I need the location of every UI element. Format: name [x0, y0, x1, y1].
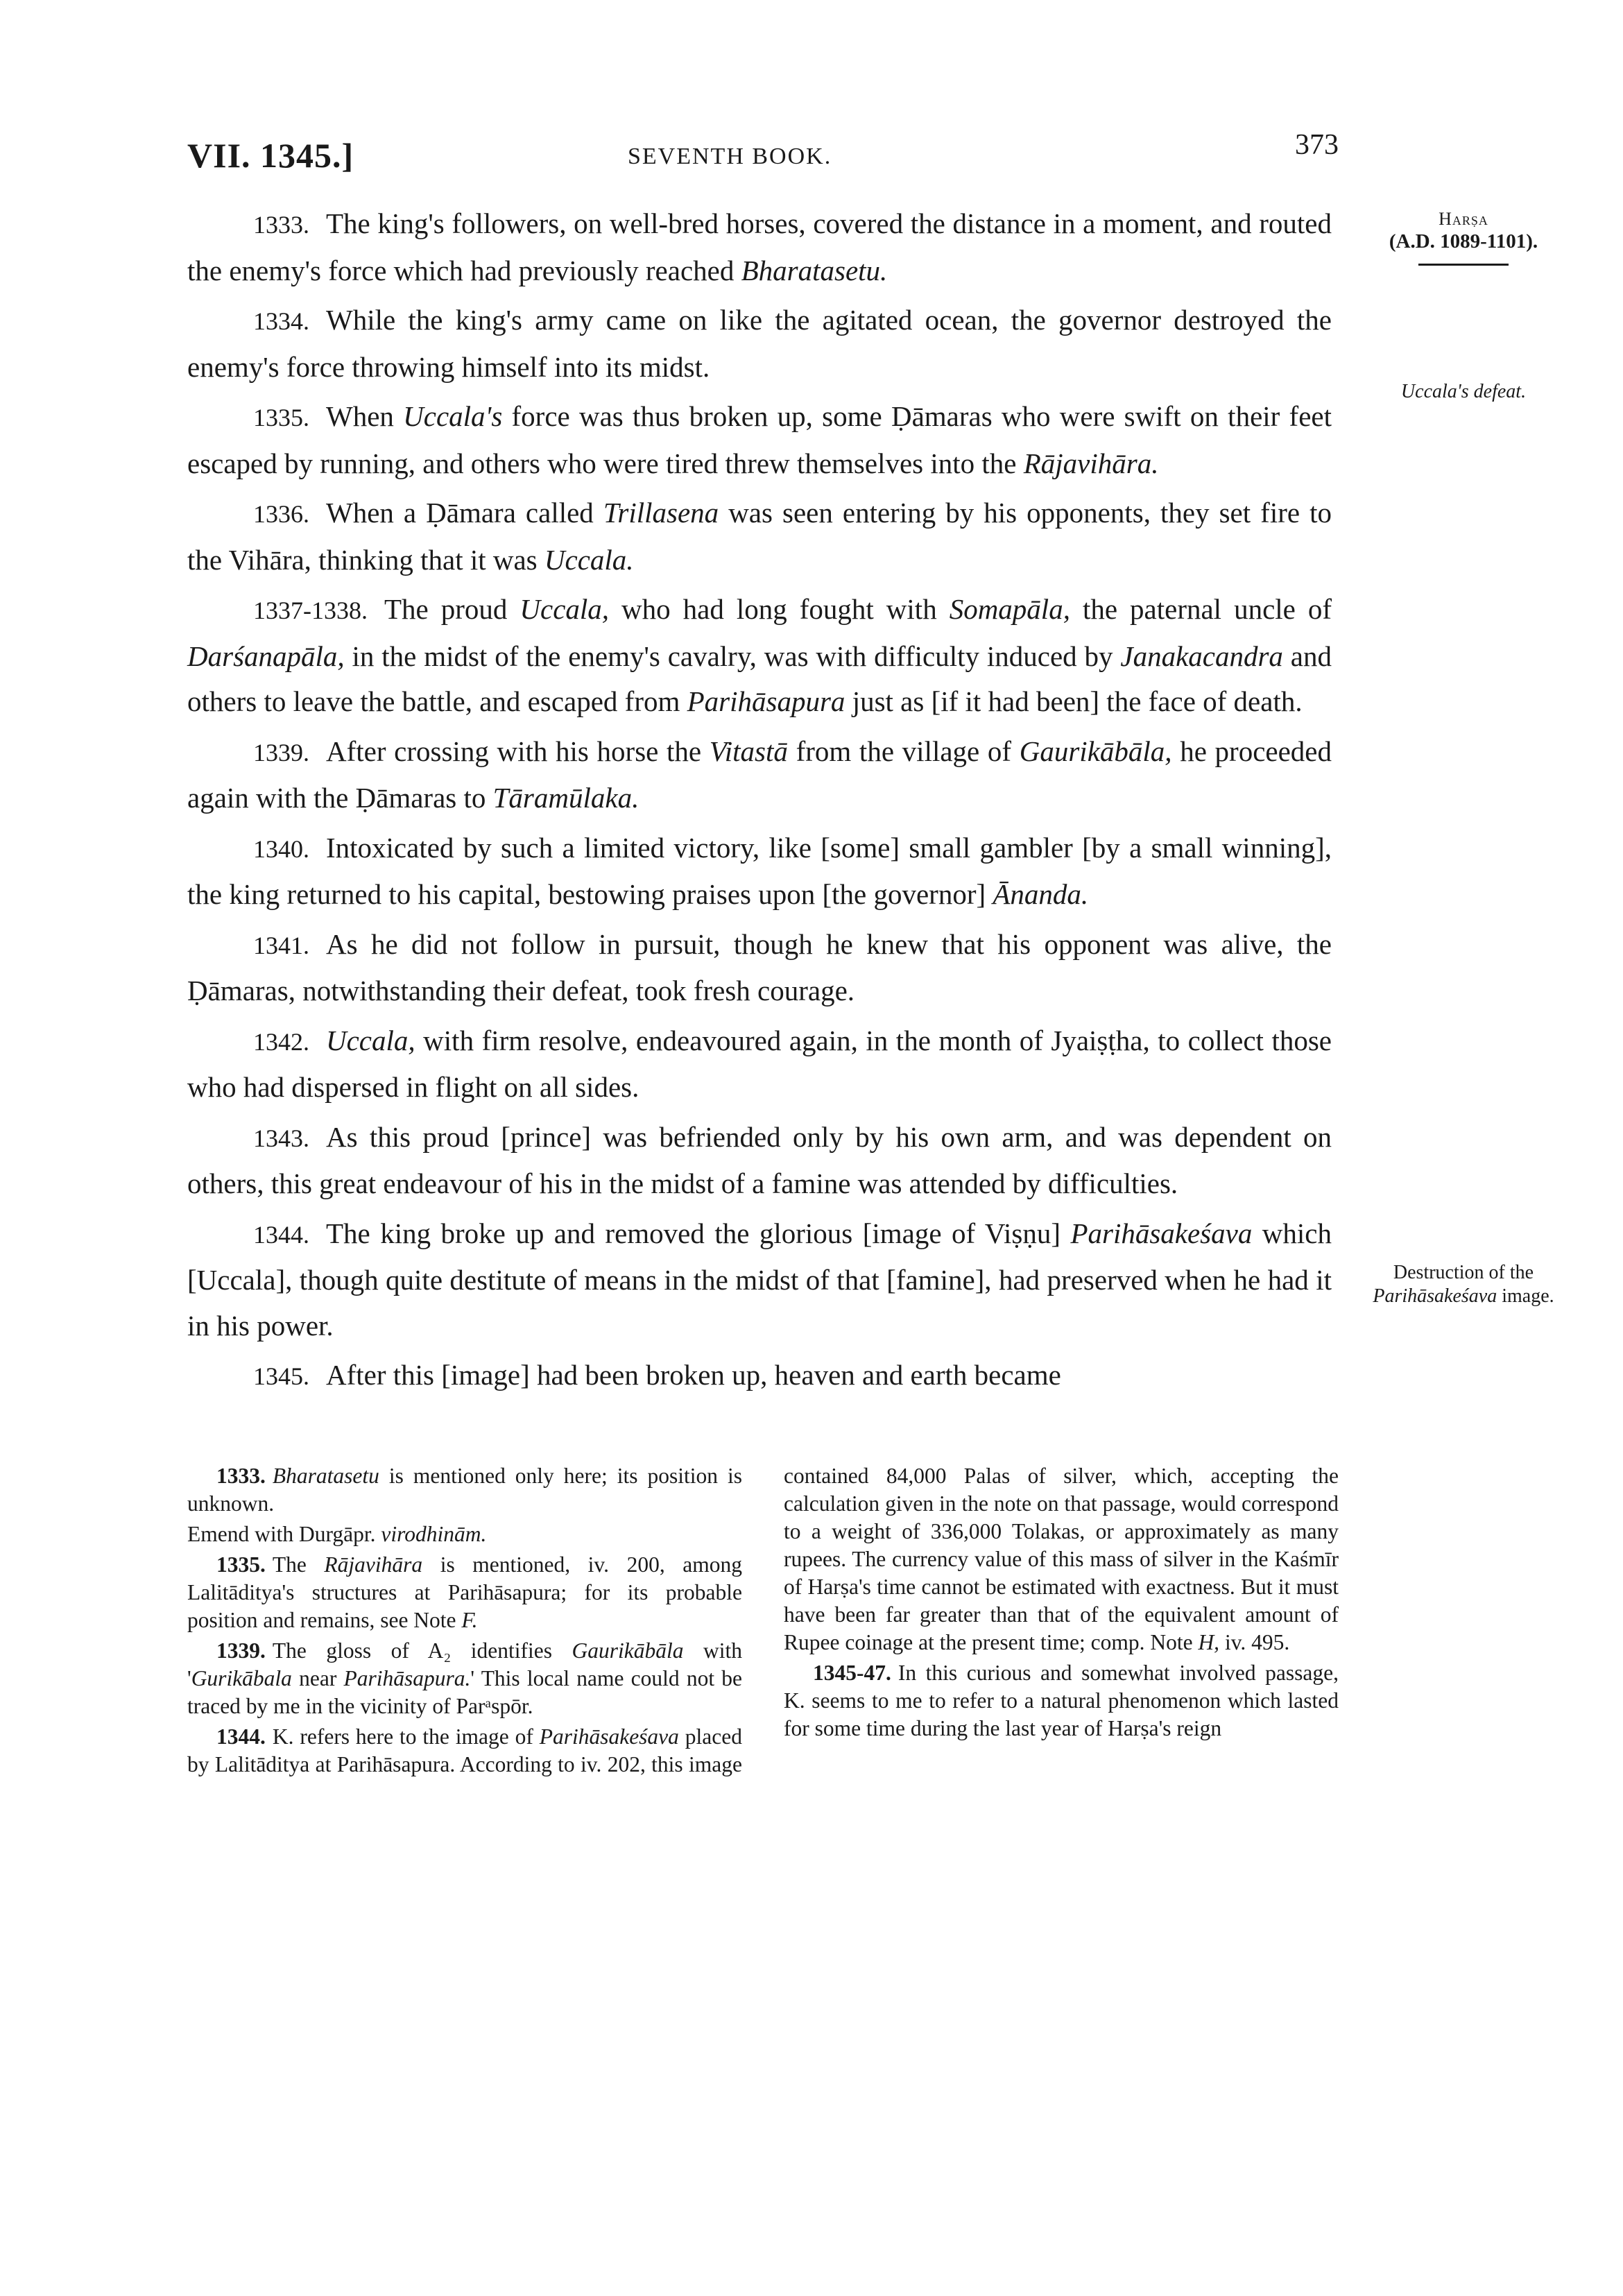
italic-term: Bharatasetu. — [741, 254, 888, 286]
verse-number: 1340. — [253, 834, 309, 863]
reign-king: Harṣa — [1439, 209, 1488, 229]
italic-term: Trillasena — [603, 497, 719, 529]
italic-term: Bharatasetu — [272, 1464, 379, 1488]
footnote — [187, 1520, 742, 1548]
text-segment: force was thus broken up, some Ḍāmaras who were swift on their feet escaped by running, and others who were tired threw themselves into the — [187, 400, 1332, 479]
verse-number: 1343. — [253, 1124, 309, 1152]
verse — [187, 394, 1332, 486]
italic-term: Uccala's — [403, 400, 503, 432]
text-segment: and others to leave the battle, and escaped from — [187, 640, 1332, 717]
footnotes — [187, 1462, 1339, 1779]
verse — [187, 490, 1332, 583]
footnote-number: 1344. — [216, 1724, 266, 1749]
text-segment: ' This local name could not be traced by me in the vicinity of Parᵃspōr. — [187, 1666, 742, 1718]
italic-term: Parihāsapura. — [343, 1666, 471, 1690]
italic-term: virodhinām. — [381, 1522, 487, 1546]
footnote-number: 1333. — [216, 1464, 266, 1488]
italic-term: Janakacandra — [1120, 640, 1283, 672]
text-segment: As he did not follow in pursuit, though he knew that his opponent was alive, the Ḍāmaras, notwithstanding their defeat, took fresh courage. — [187, 927, 1332, 1006]
text-segment: placed by Lalitāditya at Parihāsapura. According to iv. 202, this image contained 84,000 Palas of silver, which, accepting the calculation given in the note on that passage, would correspond to a weight of 336,000 Tolakas, or approximately as many rupees. The currency value of this mass of silver in the Kaśmīr of Harṣa's time cannot be estimated with exactness. But it must have been far greater than that of the equivalent amount of Rupee coinage at the present time; comp. Note — [187, 1464, 1339, 1776]
text-segment: is mentioned only here; its position is unknown. — [187, 1464, 742, 1516]
running-header — [187, 128, 1339, 191]
verse — [187, 587, 1332, 725]
destruction-line-2-end: image. — [1502, 1285, 1554, 1307]
destruction-image-name: Parihāsakeśava — [1373, 1285, 1497, 1307]
text-segment: After crossing with his horse the — [326, 735, 710, 767]
verse — [187, 1211, 1332, 1349]
footnote-number: 1339. — [216, 1638, 266, 1663]
text-segment: with firm resolve, endeavoured again, in the month of Jyaiṣṭha, to collect those who had dispersed in flight on all sides. — [187, 1024, 1332, 1103]
verse — [187, 729, 1332, 821]
verse-number: 1334. — [253, 307, 309, 335]
verse — [187, 298, 1332, 390]
footnote — [187, 1551, 742, 1634]
footnote — [187, 1462, 742, 1518]
text-segment: When a Ḍāmara called — [326, 497, 603, 529]
italic-term: Gaurikābāla — [572, 1638, 684, 1663]
verse-number: 1336. — [253, 500, 309, 528]
text-segment: K. refers here to the image of — [272, 1724, 540, 1749]
text-segment: was seen entering by his opponents, they set fire to the Vihāra, thinking that it was — [187, 497, 1332, 576]
verse — [187, 201, 1332, 293]
text-segment: After this [image] had been broken up, heaven and earth became — [326, 1359, 1061, 1391]
text-segment: in the midst of the enemy's cavalry, was with difficulty induced by — [344, 640, 1121, 672]
text-segment: The king broke up and removed the glorious [image of Viṣṇu] — [326, 1217, 1071, 1249]
verse — [187, 825, 1332, 918]
italic-term: F. — [461, 1608, 478, 1632]
verse-number: 1337-1338. — [253, 597, 368, 624]
footnote-number: 1345-47. — [813, 1661, 891, 1685]
text-segment: the paternal uncle of — [1070, 593, 1332, 625]
margin-note-defeat: Uccala's defeat. — [1400, 381, 1527, 402]
margin-note-destruction — [1346, 1261, 1581, 1308]
verse-number: 1333. — [253, 211, 309, 239]
text-segment: just as [if it had been] the face of death. — [845, 685, 1303, 717]
italic-term: Darśanapāla, — [187, 640, 345, 672]
verse — [187, 1115, 1332, 1207]
text-segment: Intoxicated by such a limited victory, like [some] small gambler [by a small winning], the king returned to his capital, bestowing praises upon [the governor] — [187, 831, 1332, 910]
footnote — [187, 1637, 742, 1720]
italic-term: Parihāsakeśava — [539, 1724, 679, 1749]
italic-term: Tāramūlaka. — [492, 782, 639, 814]
italic-term: Uccala. — [544, 543, 634, 576]
verse-number: 1335. — [253, 404, 309, 431]
verse-number: 1345. — [253, 1362, 309, 1390]
text-segment: iv. 495. — [1219, 1630, 1290, 1654]
verse-number: 1344. — [253, 1220, 309, 1249]
text-segment: Emend with Durgāpr. — [187, 1522, 381, 1546]
text-segment: When — [326, 400, 404, 432]
main-text — [187, 201, 1332, 1404]
text-segment: near — [291, 1666, 344, 1690]
text-segment: with ' — [187, 1638, 742, 1690]
italic-term: Rājavihāra — [324, 1552, 423, 1577]
verse — [187, 922, 1332, 1014]
verse — [187, 1353, 1332, 1400]
text-segment: While the king's army came on like the agitated ocean, the governor destroyed the enemy's force throwing himself into its midst. — [187, 304, 1332, 383]
verse-number: 1342. — [253, 1027, 309, 1056]
italic-term: Parihāsapura — [687, 685, 845, 717]
italic-term: Rājavihāra. — [1023, 447, 1159, 479]
footnote-number: 1335. — [216, 1552, 266, 1577]
section-reference: VII. 1345.] — [187, 136, 354, 175]
italic-term: Gurikābala — [191, 1666, 292, 1690]
reign-dates: (A.D. 1089-1101). — [1389, 230, 1538, 253]
text-segment: is mentioned, iv. 200, among Lalitāditya's structures at Parihāsapura; for its probable position and remains, see Note — [187, 1552, 742, 1632]
footnote — [784, 1659, 1339, 1742]
italic-term: H, — [1198, 1630, 1220, 1654]
italic-term: Uccala, — [519, 593, 610, 625]
text-segment: who had long fought with — [609, 593, 950, 625]
italic-term: Vitastā — [709, 735, 788, 767]
verse-number: 1339. — [253, 738, 309, 766]
page-number: 373 — [1295, 129, 1339, 161]
text-segment: he proceeded again with the Ḍāmaras to — [187, 735, 1332, 814]
text-segment: The — [272, 1552, 325, 1577]
text-segment: The proud — [384, 593, 520, 625]
destruction-line-1: Destruction of the — [1393, 1262, 1534, 1283]
text-segment: from the village of — [787, 735, 1020, 767]
verse-number: 1341. — [253, 931, 309, 959]
margin-note-reign — [1359, 208, 1568, 266]
verse — [187, 1018, 1332, 1111]
book-title: SEVENTH BOOK. — [628, 144, 832, 169]
italic-term: Ānanda. — [993, 878, 1089, 910]
italic-term: Parihāsakeśava — [1070, 1217, 1253, 1249]
divider — [1418, 264, 1509, 266]
destruction-line-2 — [1346, 1285, 1581, 1308]
text-segment: which [Uccala], though quite destitute of means in the midst of that [famine], had preserved when he had it in his power. — [187, 1217, 1332, 1342]
italic-term: Uccala, — [326, 1024, 415, 1056]
text-segment: The king's followers, on well-bred horses, covered the distance in a moment, and routed the enemy's force which had previously reached — [187, 207, 1332, 286]
text-segment: In this curious and somewhat involved passage, K. seems to me to refer to a natural phenomenon which lasted for some time during the last year of Harṣa's reign — [784, 1661, 1339, 1740]
italic-term: Gaurikābāla, — [1019, 735, 1172, 767]
text-segment: As this proud [prince] was befriended only by his own arm, and was dependent on others, this great endeavour of his in the midst of a famine was attended by difficulties. — [187, 1120, 1332, 1199]
text-segment: The gloss of A₂ identifies — [272, 1638, 572, 1663]
italic-term: Somapāla, — [949, 593, 1070, 625]
